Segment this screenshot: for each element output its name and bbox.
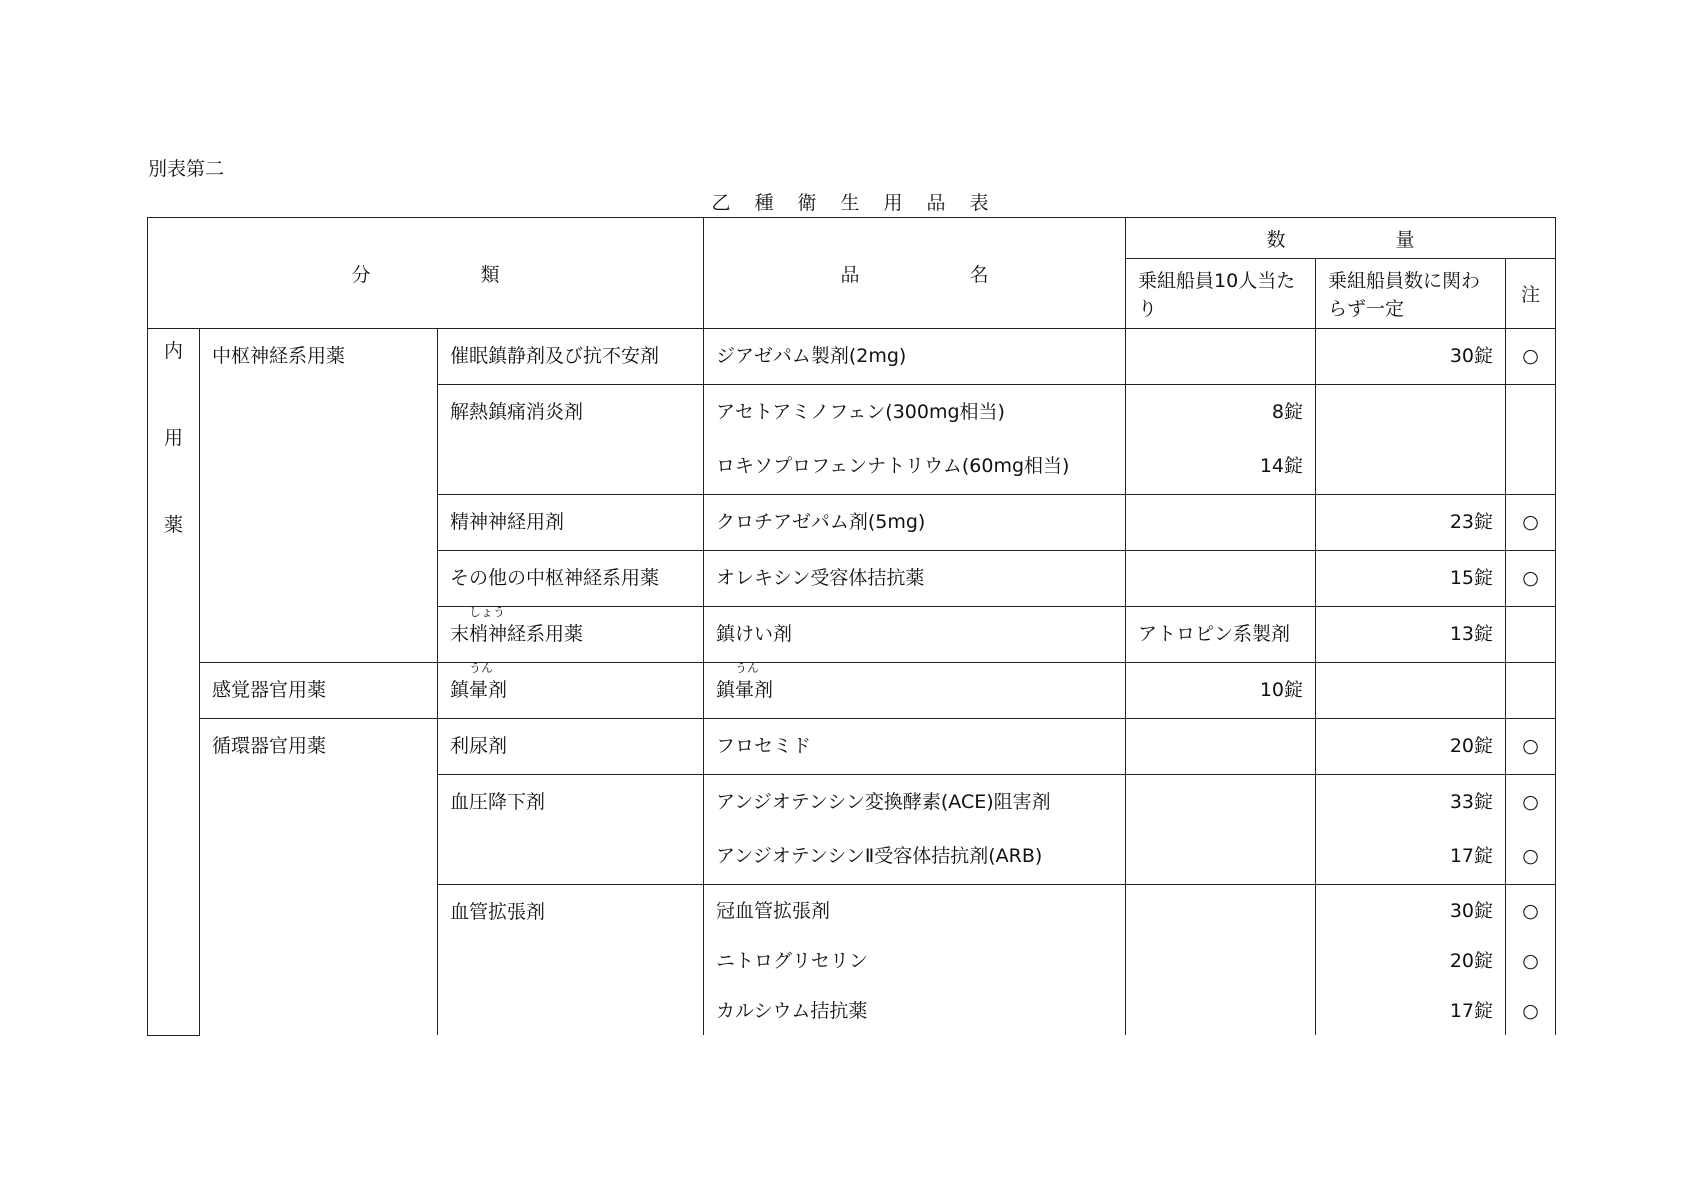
qty-per-ten: 8錠 xyxy=(1271,401,1304,423)
table-row xyxy=(148,329,1556,385)
supplies-table xyxy=(147,217,1556,1036)
note-mark: ○ xyxy=(1506,329,1556,385)
qty-fixed: 15錠 xyxy=(1316,551,1506,607)
qty-fixed xyxy=(1506,607,1556,663)
group-cns: 中枢神経系用薬 xyxy=(200,329,438,663)
item-name: ロキソプロフェンナトリウム(60mg相当) xyxy=(716,455,1070,477)
item-name: フロセミド xyxy=(704,719,1126,775)
qty-per-ten-list xyxy=(1126,385,1316,495)
subcategory: 血管拡張剤 xyxy=(438,885,704,1036)
qty-fixed xyxy=(1316,663,1506,719)
title-char: 表 xyxy=(969,192,989,214)
header-category-char: 類 xyxy=(480,263,500,286)
note-mark: ○ xyxy=(1522,791,1539,813)
ruby-char xyxy=(469,661,494,718)
note-mark: ○ xyxy=(1522,845,1539,867)
note-mark: ○ xyxy=(1522,900,1539,922)
item-name-list xyxy=(704,775,1126,885)
qty-fixed: 33錠 xyxy=(1449,791,1494,813)
item-name: クロチアゼパム剤(5mg) xyxy=(704,495,1126,551)
subcategory xyxy=(438,663,704,719)
header-fixed-quantity: 乗組船員数に関わらず一定 xyxy=(1316,259,1506,329)
title-char: 用 xyxy=(883,192,903,214)
document-label: 別表第二 xyxy=(148,158,225,180)
qty-fixed xyxy=(1316,385,1506,495)
section-char: 内 xyxy=(163,340,183,362)
qty-fixed: 20錠 xyxy=(1449,950,1494,972)
title-char: 生 xyxy=(840,192,860,214)
item-name: カルシウム拮抗薬 xyxy=(716,1000,868,1022)
group-text: 末 xyxy=(450,623,470,645)
qty-fixed: 17錠 xyxy=(1449,845,1494,867)
sub-text: 剤 xyxy=(488,679,508,701)
title-char: 種 xyxy=(754,192,774,214)
item-name-list xyxy=(704,385,1126,495)
header-category xyxy=(148,218,704,329)
qty-fixed: 30錠 xyxy=(1449,900,1494,922)
subcategory: 利尿剤 xyxy=(438,719,704,775)
header-row xyxy=(148,218,1556,259)
qty-per-ten xyxy=(1126,551,1316,607)
note-mark-list xyxy=(1506,775,1556,885)
group-sensory: 感覚器官用薬 xyxy=(200,663,438,719)
qty-per-ten xyxy=(1126,719,1316,775)
ruby-base: 暈 xyxy=(735,679,755,701)
ruby-char xyxy=(735,661,760,718)
section-char: 薬 xyxy=(163,514,183,536)
qty-fixed: 23錠 xyxy=(1316,495,1506,551)
note-mark: ○ xyxy=(1506,719,1556,775)
ruby-reading: うん xyxy=(735,661,760,675)
section-char: 用 xyxy=(163,427,183,449)
note-mark: ○ xyxy=(1506,495,1556,551)
header-name-char: 名 xyxy=(969,263,989,286)
header-category-char: 分 xyxy=(351,263,371,286)
ruby-base: 梢 xyxy=(469,623,489,645)
title-char: 品 xyxy=(926,192,946,214)
ruby-base: 暈 xyxy=(469,679,489,701)
item-name: オレキシン受容体拮抗薬 xyxy=(704,551,1126,607)
item-name: アンジオテンシンⅡ受容体拮抗剤(ARB) xyxy=(716,845,1043,867)
subcategory: その他の中枢神経系用薬 xyxy=(438,551,704,607)
qty-fixed: 17錠 xyxy=(1449,1000,1494,1022)
item-name: アンジオテンシン変換酵素(ACE)阻害剤 xyxy=(716,791,1051,813)
note-mark xyxy=(1506,385,1556,495)
item-name: アトロピン系製剤 xyxy=(1126,607,1316,663)
header-per-ten-crew: 乗組船員10人当たり xyxy=(1126,259,1316,329)
header-note: 注 xyxy=(1506,259,1556,329)
table-row xyxy=(148,663,1556,719)
header-quantity-char: 量 xyxy=(1395,228,1415,251)
table-row xyxy=(148,719,1556,775)
note-mark: ○ xyxy=(1522,1000,1539,1022)
name-text: 鎮 xyxy=(716,679,736,701)
qty-per-ten: 14錠 xyxy=(1259,455,1304,477)
subcategory: 精神神経用剤 xyxy=(438,495,704,551)
qty-fixed-list xyxy=(1316,775,1506,885)
sub-text: 鎮 xyxy=(450,679,470,701)
subcategory: 解熱鎮痛消炎剤 xyxy=(438,385,704,495)
note-mark: ○ xyxy=(1506,551,1556,607)
header-item-name xyxy=(704,218,1126,329)
note-mark xyxy=(1506,663,1556,719)
title-char: 衛 xyxy=(797,192,817,214)
item-name: 冠血管拡張剤 xyxy=(716,900,831,922)
name-text: 剤 xyxy=(754,679,774,701)
qty-per-ten xyxy=(1126,775,1316,885)
subcategory: 血圧降下剤 xyxy=(438,775,704,885)
note-mark: ○ xyxy=(1522,950,1539,972)
qty-fixed-list xyxy=(1316,885,1506,1036)
header-quantity xyxy=(1126,218,1556,259)
qty-fixed: 30錠 xyxy=(1316,329,1506,385)
subcategory: 鎮けい剤 xyxy=(704,607,1126,663)
item-name: アセトアミノフェン(300mg相当) xyxy=(716,401,1005,423)
qty-per-ten: 10錠 xyxy=(1126,663,1316,719)
qty-fixed: 20錠 xyxy=(1316,719,1506,775)
group-circulatory: 循環器官用薬 xyxy=(200,719,438,1036)
qty-per-ten: 13錠 xyxy=(1316,607,1506,663)
item-name xyxy=(704,663,1126,719)
item-name-list xyxy=(704,885,1126,1036)
header-name-char: 品 xyxy=(840,263,860,286)
item-name: ニトログリセリン xyxy=(716,950,868,972)
header-quantity-char: 数 xyxy=(1266,228,1286,251)
qty-per-ten xyxy=(1126,495,1316,551)
ruby-reading: しょう xyxy=(469,605,506,619)
section-label-internal xyxy=(148,329,200,1036)
table-title xyxy=(600,188,1100,215)
ruby-reading: うん xyxy=(469,661,494,675)
note-mark-list xyxy=(1506,885,1556,1036)
qty-per-ten xyxy=(1126,885,1316,1036)
item-name: ジアゼパム製剤(2mg) xyxy=(704,329,1126,385)
group-text: 神経系用薬 xyxy=(488,623,584,645)
subcategory: 催眠鎮静剤及び抗不安剤 xyxy=(438,329,704,385)
title-char: 乙 xyxy=(711,192,731,214)
qty-per-ten xyxy=(1126,329,1316,385)
